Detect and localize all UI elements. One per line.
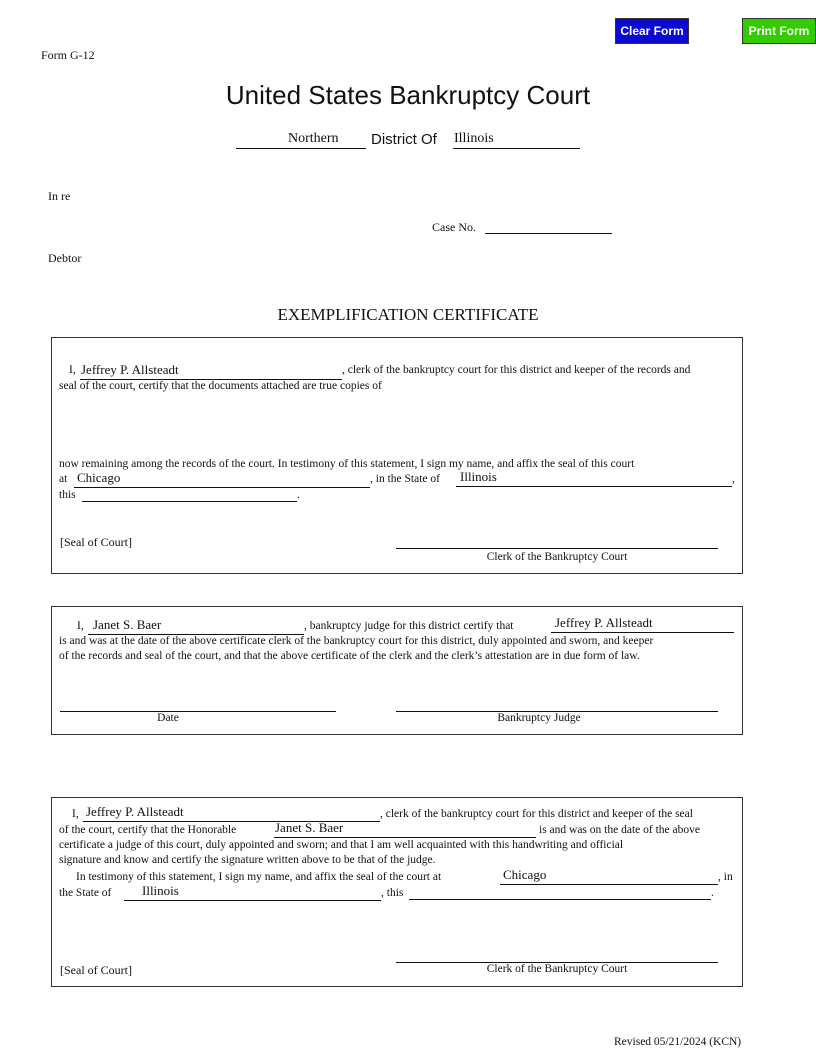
s2-text3: of the records and seal of the court, and that the above certificate of the clerk and the clerk’s attestation are in due form of law.	[59, 650, 640, 662]
s3-text4: signature and know and certify the signature written above to be that of the judge.	[59, 854, 436, 866]
s3-city: Chicago	[503, 867, 547, 882]
s2-clerk-name: Jeffrey P. Allsteadt	[555, 615, 653, 630]
s3-text5: In testimony of this statement, I sign my name, and affix the seal of the court at	[76, 871, 442, 883]
s3-judge-name: Janet S. Baer	[275, 820, 344, 835]
s2-clerk-name-field[interactable]	[551, 617, 734, 633]
s3-i: I,	[72, 808, 79, 820]
s3-state: Illinois	[142, 883, 179, 898]
s3-judge-name-field[interactable]	[274, 822, 536, 838]
s1-state: Illinois	[460, 469, 497, 484]
s1-seal: [Seal of Court]	[60, 535, 132, 549]
court-title: United States Bankruptcy Court	[225, 80, 591, 110]
s3-text1: , clerk of the bankruptcy court for this district and keeper of the seal	[380, 808, 693, 820]
s1-signature-line	[396, 534, 718, 549]
clear-form-button[interactable]: Clear Form	[615, 18, 689, 44]
s1-text1: , clerk of the bankruptcy court for this district and keeper of the records and	[342, 364, 691, 376]
s1-text2: seal of the court, certify that the documents attached are true copies of	[59, 380, 382, 392]
s1-date-field[interactable]	[82, 487, 297, 502]
s2-judge-name-field[interactable]	[88, 619, 304, 635]
s2-judge-signature-line	[396, 697, 718, 712]
s3-signature-line	[396, 948, 718, 963]
s3-city-field[interactable]	[500, 869, 718, 885]
certificate-title: EXEMPLIFICATION CERTIFICATE	[277, 305, 539, 324]
s2-date-label: Date	[157, 712, 179, 724]
district-value: Northern	[288, 131, 339, 146]
s1-state-field[interactable]	[456, 471, 732, 487]
s2-judge-name: Janet S. Baer	[93, 617, 162, 632]
s2-text1: , bankruptcy judge for this district certify that	[304, 620, 514, 632]
clerk-attestation-box	[51, 797, 743, 987]
s1-this: this	[59, 489, 76, 501]
form-id: Form G-12	[41, 48, 95, 62]
s3-text2a: of the court, certify that the Honorable	[59, 824, 237, 836]
s3-the-state-of: the State of	[59, 887, 112, 899]
state-value: Illinois	[454, 131, 494, 146]
s1-at: at	[59, 473, 68, 485]
s3-seal: [Seal of Court]	[60, 963, 132, 977]
case-no-label: Case No.	[432, 220, 476, 234]
revision-note: Revised 05/21/2024 (KCN)	[614, 1036, 742, 1048]
s1-text3: now remaining among the records of the court. In testimony of this statement, I sign my name, and affix the seal of this court	[59, 458, 635, 470]
s1-i: I,	[69, 364, 76, 376]
s1-city-field[interactable]	[74, 472, 370, 488]
s3-date-field[interactable]	[409, 885, 711, 900]
in-re-label: In re	[48, 189, 71, 203]
s2-date-line[interactable]	[60, 697, 336, 712]
s1-in-state: , in the State of	[370, 473, 440, 485]
district-field[interactable]	[236, 133, 366, 149]
s3-clerk-name: Jeffrey P. Allsteadt	[86, 804, 184, 819]
s2-judge-label: Bankruptcy Judge	[497, 712, 581, 724]
s1-city: Chicago	[77, 470, 121, 485]
debtor-label: Debtor	[48, 251, 82, 265]
case-no-field[interactable]	[485, 219, 612, 234]
s3-this: , this	[381, 887, 404, 899]
s2-i: I,	[77, 620, 84, 632]
s3-text3: certificate a judge of this court, duly appointed and sworn; and that I am well acquainted with this handwriting and official	[59, 839, 624, 851]
district-label: District Of	[371, 131, 437, 148]
print-form-button[interactable]: Print Form	[742, 18, 816, 44]
s1-clerk-name: Jeffrey P. Allsteadt	[81, 362, 179, 377]
judge-certificate-box	[51, 606, 743, 735]
s1-comma: ,	[732, 473, 735, 485]
s1-clerk-name-field[interactable]	[80, 364, 342, 380]
s3-in: , in	[718, 871, 733, 883]
s3-signature-label: Clerk of the Bankruptcy Court	[486, 963, 628, 975]
s3-text2b: is and was on the date of the above	[539, 824, 700, 836]
s1-signature-label: Clerk of the Bankruptcy Court	[486, 551, 628, 563]
s3-period: .	[711, 887, 714, 899]
state-field[interactable]	[453, 133, 580, 149]
clerk-certificate-box	[51, 337, 743, 574]
s2-text2: is and was at the date of the above certificate clerk of the bankruptcy court for this district, duly appointed and sworn, and keeper	[59, 635, 654, 647]
s1-period: .	[297, 489, 300, 501]
s3-state-field[interactable]	[124, 885, 381, 901]
